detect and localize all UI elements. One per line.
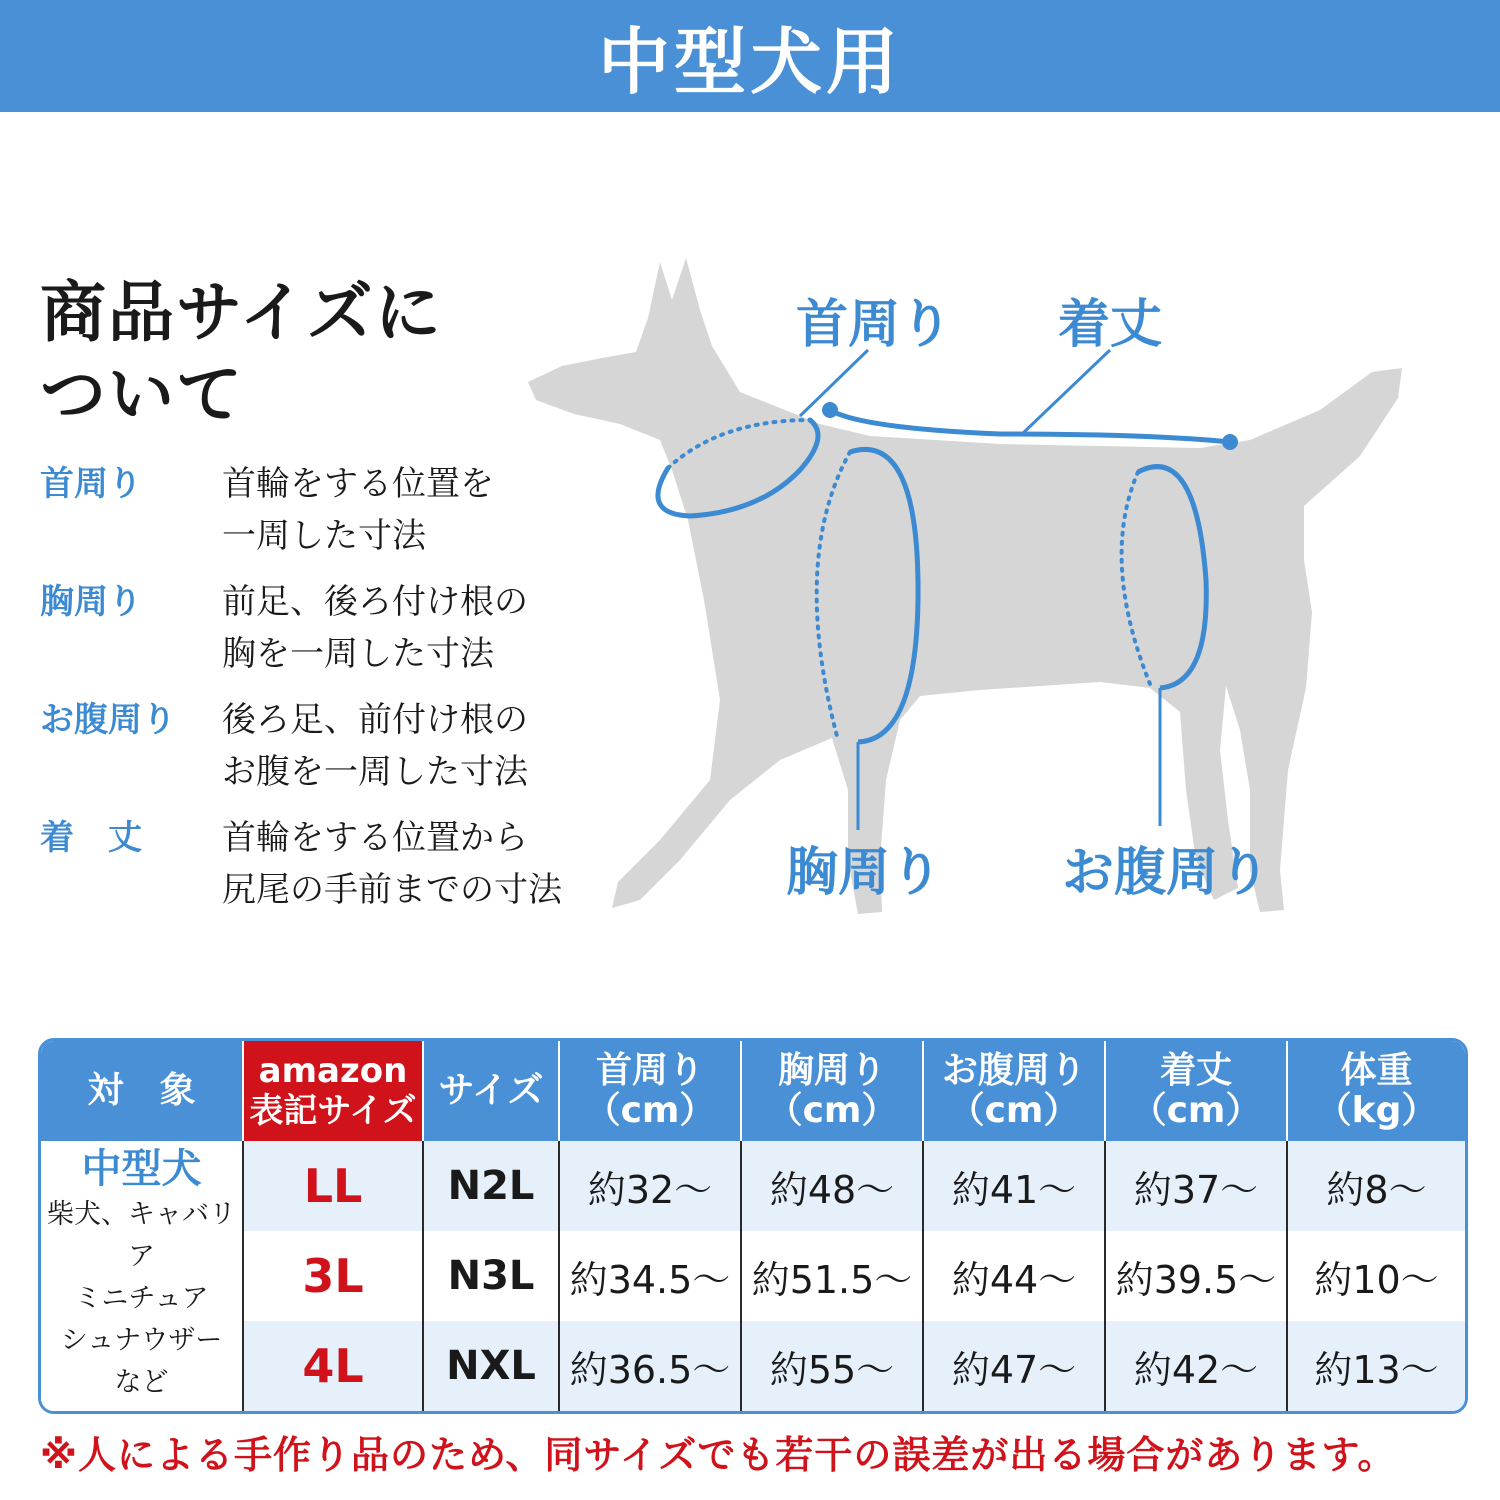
definition-line: 前足、後ろ付け根の xyxy=(222,582,528,622)
neck-cell: 約34.5～ xyxy=(559,1231,741,1321)
header-length xyxy=(1105,1041,1287,1141)
definition-length xyxy=(40,812,562,916)
section-heading xyxy=(40,272,443,436)
header-target: 対 象 xyxy=(41,1041,243,1141)
length-leader-line xyxy=(1022,350,1110,434)
chest-cell: 約48～ xyxy=(741,1141,923,1231)
header-neck-unit: （cm） xyxy=(584,1090,716,1131)
diagram-label-length: 着丈 xyxy=(1058,295,1163,355)
disclaimer-note: ※人による手作り品のため、同サイズでも若干の誤差が出る場合があります。 xyxy=(40,1433,1397,1477)
header-chest xyxy=(741,1041,923,1141)
header-neck-label: 首周り xyxy=(595,1050,704,1091)
header-weight xyxy=(1287,1041,1465,1141)
target-breed-line: など xyxy=(114,1367,169,1398)
size-table xyxy=(41,1041,1465,1411)
dog-measurement-diagram xyxy=(520,240,1480,960)
definition-description xyxy=(222,694,528,798)
heading-line-2: ついて xyxy=(40,356,244,433)
neck-cell: 約32～ xyxy=(559,1141,741,1231)
size-cell: N2L xyxy=(423,1141,559,1231)
definition-term: 胸周り xyxy=(40,582,142,622)
definition-description xyxy=(222,812,562,916)
definition-list xyxy=(40,458,562,930)
header-chest-unit: （cm） xyxy=(766,1090,898,1131)
belly-cell: 約41～ xyxy=(923,1141,1105,1231)
length-cell: 約42～ xyxy=(1105,1321,1287,1411)
table-row xyxy=(41,1231,1465,1321)
chest-cell: 約51.5～ xyxy=(741,1231,923,1321)
definition-term: 着 丈 xyxy=(40,818,142,858)
amazon-size-cell: 4L xyxy=(243,1321,423,1411)
definition-line: 首輪をする位置を xyxy=(222,464,494,504)
size-cell: N3L xyxy=(423,1231,559,1321)
neck-cell: 約36.5～ xyxy=(559,1321,741,1411)
page-banner xyxy=(0,0,1500,112)
size-cell: NXL xyxy=(423,1321,559,1411)
header-amazon-line-1: amazon xyxy=(258,1051,408,1091)
header-weight-label: 体重 xyxy=(1340,1050,1413,1091)
weight-cell: 約13～ xyxy=(1287,1321,1465,1411)
weight-cell: 約8～ xyxy=(1287,1141,1465,1231)
definition-neck xyxy=(40,458,562,562)
header-belly-label: お腹周り xyxy=(941,1050,1086,1091)
amazon-size-cell: LL xyxy=(243,1141,423,1231)
definition-line: 一周した寸法 xyxy=(222,516,426,556)
header-amazon-size xyxy=(243,1041,423,1141)
target-breed-line: 柴犬、キャバリア xyxy=(47,1199,236,1272)
target-name: 中型犬 xyxy=(81,1146,202,1192)
definition-line: 尻尾の手前までの寸法 xyxy=(222,870,562,910)
definition-term: 首周り xyxy=(40,464,142,504)
header-belly xyxy=(923,1041,1105,1141)
chest-cell: 約55～ xyxy=(741,1321,923,1411)
table-header-row xyxy=(41,1041,1465,1141)
target-cell xyxy=(41,1141,243,1411)
length-dot-end xyxy=(1222,434,1238,450)
header-length-unit: （cm） xyxy=(1130,1090,1262,1131)
target-breed-line: ミニチュア xyxy=(74,1283,209,1314)
amazon-size-cell: 3L xyxy=(243,1231,423,1321)
header-length-label: 着丈 xyxy=(1159,1050,1232,1091)
definition-description xyxy=(222,576,528,680)
definition-term: お腹周り xyxy=(40,700,176,740)
length-measure xyxy=(822,350,1238,450)
header-belly-unit: （cm） xyxy=(948,1090,1080,1131)
definition-line: お腹を一周した寸法 xyxy=(222,752,528,792)
length-dot-start xyxy=(822,402,838,418)
diagram-label-neck: 首周り xyxy=(796,295,953,355)
definition-line: 胸を一周した寸法 xyxy=(222,634,494,674)
length-cell: 約39.5～ xyxy=(1105,1231,1287,1321)
heading-line-1: 商品サイズに xyxy=(40,274,443,351)
definition-description xyxy=(222,458,494,562)
belly-cell: 約47～ xyxy=(923,1321,1105,1411)
size-table-container xyxy=(38,1038,1468,1414)
table-row xyxy=(41,1321,1465,1411)
definition-chest xyxy=(40,576,562,680)
banner-title: 中型犬用 xyxy=(597,20,902,104)
table-row xyxy=(41,1141,1465,1231)
diagram-label-belly: お腹周り xyxy=(1062,843,1271,903)
header-amazon-line-2: 表記サイズ xyxy=(249,1091,417,1131)
header-size: サイズ xyxy=(423,1041,559,1141)
target-breed-line: シュナウザー xyxy=(60,1325,223,1356)
diagram-label-chest: 胸周り xyxy=(786,843,943,903)
definition-line: 後ろ足、前付け根の xyxy=(222,700,528,740)
length-cell: 約37～ xyxy=(1105,1141,1287,1231)
header-chest-label: 胸周り xyxy=(777,1050,886,1091)
weight-cell: 約10～ xyxy=(1287,1231,1465,1321)
dog-silhouette xyxy=(528,258,1402,914)
header-weight-unit: （kg） xyxy=(1315,1090,1438,1131)
definition-line: 首輪をする位置から xyxy=(222,818,528,858)
belly-cell: 約44～ xyxy=(923,1231,1105,1321)
definition-belly xyxy=(40,694,562,798)
header-neck xyxy=(559,1041,741,1141)
